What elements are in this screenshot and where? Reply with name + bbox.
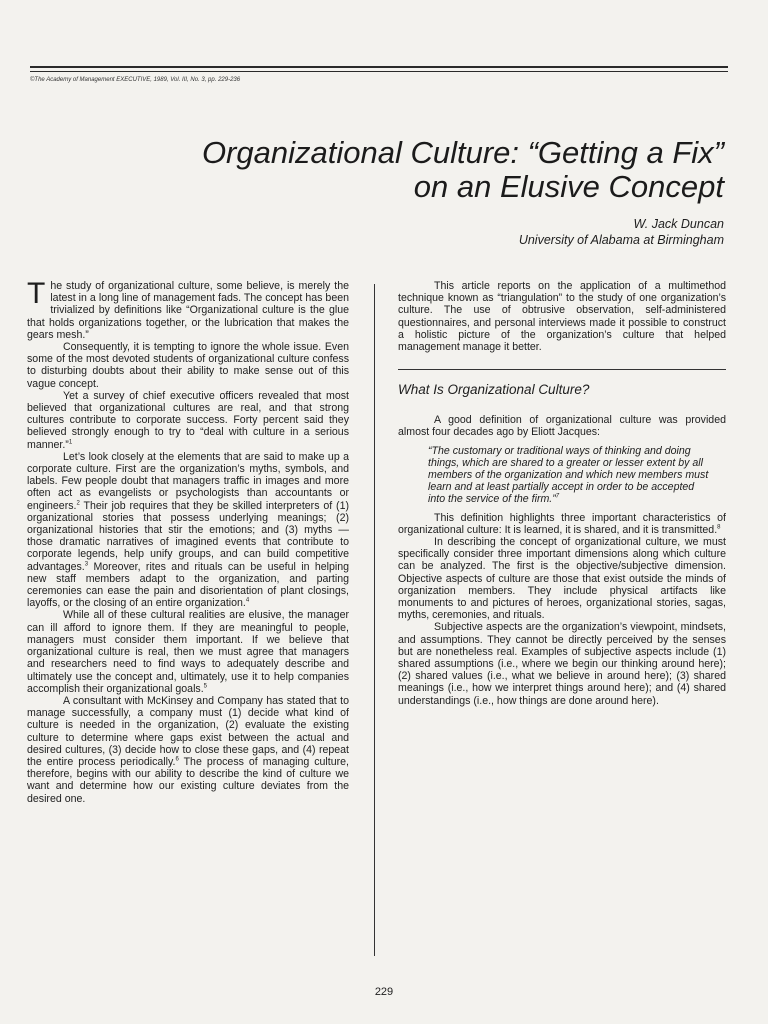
paragraph: While all of these cultural realities are elusive, the manager can ill afford to ignore them. If they are meaningful to people, managers must consider them important. If we believe that organizational culture is real, then we must agree that managers and researchers need to find ways to adequately describe and ultimately use the concept and, ultimately, use it to help companies accomplish their organizational goals.$^5$ bbox=[27, 609, 349, 695]
paragraph: A good definition of organizational culture was provided almost four decades ago by Eliott Jacques: bbox=[398, 414, 726, 439]
article-title bbox=[84, 136, 724, 204]
footnote-ref: 7 bbox=[555, 493, 560, 500]
author-block bbox=[519, 216, 724, 248]
title-line-1: Organizational Culture: “Getting a Fix” bbox=[201, 135, 724, 170]
footnote-ref: 3 bbox=[84, 561, 89, 568]
right-column bbox=[398, 280, 726, 707]
header-rule-thick bbox=[30, 66, 728, 68]
footnote-ref: 4 bbox=[245, 597, 250, 604]
paragraph: A consultant with McKinsey and Company has stated that to manage successfully, a company must (1) decide what kind of culture is needed in the organization, (2) evaluate the existing culture to determine where gaps exist between the actual and desired cultures, (3) decide how to close these gaps, and (4) repeat the entire process periodically.$^6$ The process of managing culture, therefore, begins with our ability to describe the kind of culture we want and determine how our existing culture deviates from the desired one. bbox=[27, 694, 349, 805]
author-affiliation: University of Alabama at Birmingham bbox=[518, 233, 724, 247]
left-column bbox=[27, 277, 349, 805]
drop-cap: T bbox=[27, 277, 46, 310]
paragraph: Let’s look closely at the elements that are said to make up a corporate culture. First are the organization’s myths, symbols, and labels. Few people doubt that managers traffic in images and more often act as evangelists or psychologists than accountants or engineers.$^2$ Their job requires that they be skilled interpreters of (1) organizational stories that possess underlying meanings; (2) organizational histories that stir the emotions; and (3) myths — those dramatic narratives of imagined events that contribute to corporate legends, help unify groups, and can build competitive advantages.$^3$ Moreover, rites and rituals can be useful in helping new staff members adapt to the organization, and parting ceremonies can ease the pain and disorientation of plant closings, layoffs, or the closing of an entire organization.$^4$ bbox=[27, 450, 349, 610]
title-line-2: on an Elusive Concept bbox=[413, 169, 724, 204]
paragraph: This definition highlights three important characteristics of organizational culture: It is learned, it is shared, and it is transmitted.$^8$ bbox=[398, 511, 726, 536]
paragraph: The study of organizational culture, some believe, is merely the latest in a long line of management fads. The concept has been trivialized by definitions like “Organizational culture is the glue that holds organizations together, or the lubrication that makes the gears mesh.” bbox=[27, 277, 349, 341]
section-heading: What Is Organizational Culture? bbox=[398, 382, 590, 398]
footnote-ref: 5 bbox=[203, 683, 208, 690]
journal-citation: ©The Academy of Management EXECUTIVE, 1989, Vol. III, No. 3, pp. 229-236 bbox=[30, 77, 241, 83]
footnote-ref: 1 bbox=[68, 439, 73, 446]
intro-paragraph: This article reports on the application of a multimethod technique known as “triangulation” to the study of one organization’s culture. The use of obtrusive observation, self-administered questionnaires, and personal interviews made it possible to construct a holistic picture of the organization’s culture that helped management manage it better. bbox=[398, 280, 726, 354]
paragraph: In describing the concept of organizational culture, we must specifically consider three important dimensions along which culture can be analyzed. The first is the objective/subjective dimension. Objective aspects of culture are those that exist outside the minds of organization members. They include physical artifacts like monuments to and pictures of heroes, organizational stories, sagas, myths, ceremonies, and rituals. bbox=[398, 536, 726, 622]
footnote-ref: 6 bbox=[175, 756, 179, 763]
header-rule-thin bbox=[30, 71, 728, 72]
author-name: W. Jack Duncan bbox=[633, 217, 724, 231]
paragraph: Yet a survey of chief executive officers revealed that most believed that organizational cultures are real, and that strong cultures contribute to corporate success. Forty percent said they believed strongly enough to try to “deal with culture in a serious manner.”$^1$ bbox=[27, 389, 349, 451]
footnote-ref: 8 bbox=[717, 524, 721, 531]
page-number: 229 bbox=[374, 986, 394, 998]
column-divider bbox=[374, 284, 375, 956]
footnote-ref: 2 bbox=[76, 500, 80, 507]
paragraph: Subjective aspects are the organization’s viewpoint, mindsets, and assumptions. They cannot be directly perceived by the senses but are nonetheless real. Examples of subjective aspects include (1) shared assumptions (i.e., where we begin our thinking around here); (2) shared values (i.e., what we believe in around here); (3) shared meanings (i.e., how we interpret things around here); and (4) shared understandings (i.e., how things are done around here). bbox=[398, 621, 726, 707]
section-divider bbox=[398, 369, 726, 370]
paragraph: Consequently, it is tempting to ignore the whole issue. Even some of the most devoted students of organizational culture confess to disturbing doubts about their ability to make sense out of this vague concept. bbox=[27, 341, 349, 390]
block-quote: “The customary or traditional ways of thinking and doing things, which are shared to a greater or lesser extent by all members of the organization and which new members must learn and at least partially accept in order to be accepted into the service of the firm.”$^7$ bbox=[428, 444, 709, 506]
